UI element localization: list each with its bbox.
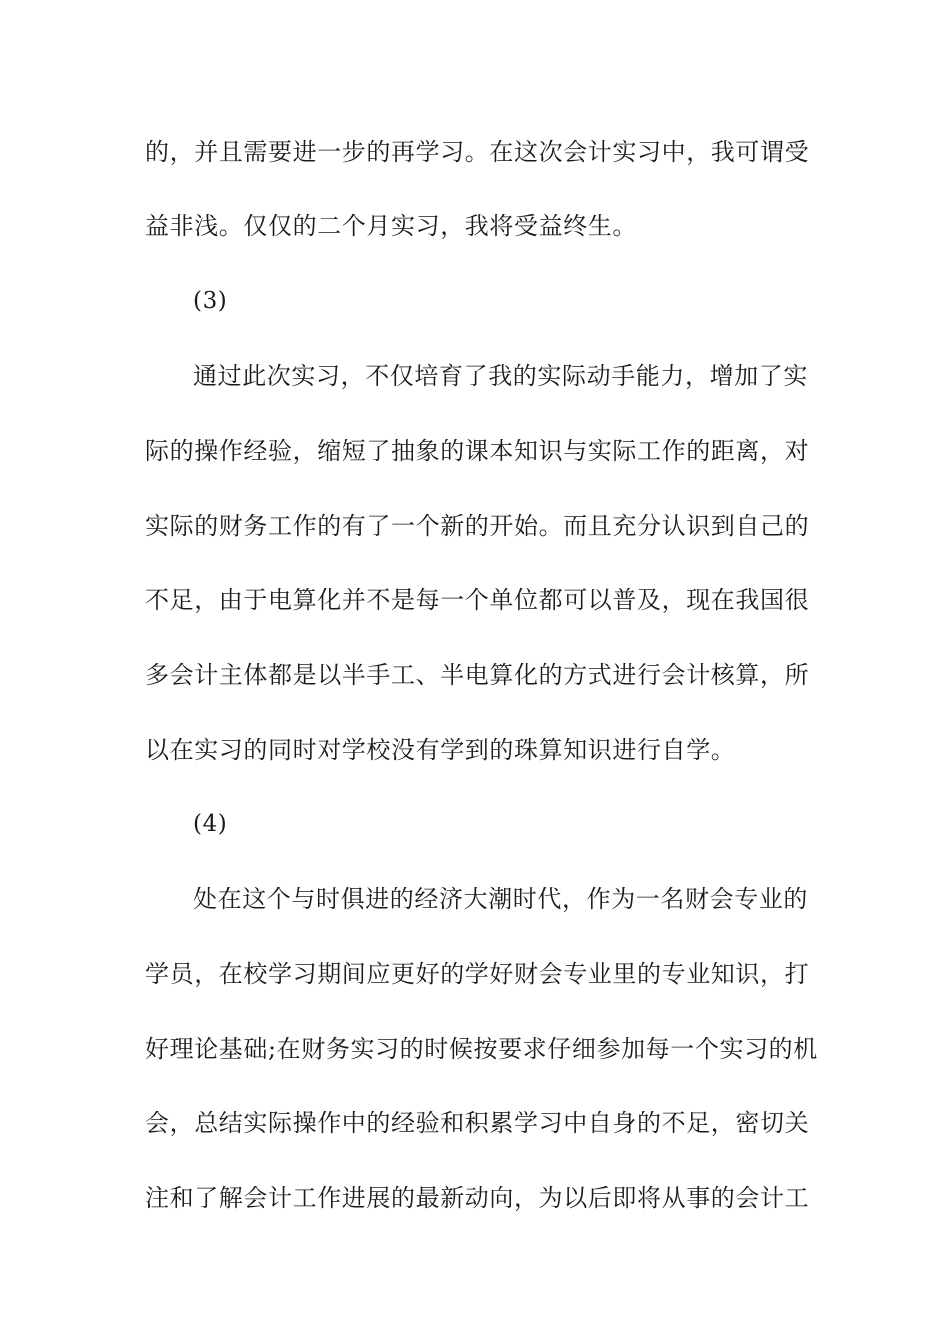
paragraph-line: 处在这个与时俱进的经济大潮时代，作为一名财会专业的 [193,885,808,913]
paragraph-line: 注和了解会计工作进展的最新动向，为以后即将从事的会计工 [145,1184,810,1212]
paragraph-line: 学员，在校学习期间应更好的学好财会专业里的专业知识，打 [145,960,810,988]
paragraph-line: 以在实习的同时对学校没有学到的珠算知识进行自学。 [145,736,736,764]
paragraph-line: 不足，由于电算化并不是每一个单位都可以普及，现在我国很 [145,586,810,614]
paragraph-line: 的，并且需要进一步的再学习。在这次会计实习中，我可谓受 [145,138,810,166]
paragraph-line: 际的操作经验，缩短了抽象的课本知识与实际工作的距离，对 [145,437,810,465]
paragraph-line: 会，总结实际操作中的经验和积累学习中自身的不足，密切关 [145,1109,810,1137]
section-marker: (3) [193,288,228,314]
paragraph-line: 多会计主体都是以半手工、半电算化的方式进行会计核算，所 [145,661,810,689]
section-marker: (4) [193,811,228,837]
paragraph-line: 好理论基础;在财务实习的时候按要求仔细参加每一个实习的机 [145,1035,818,1063]
paragraph-line: 实际的财务工作的有了一个新的开始。而且充分认识到自己的 [145,512,810,540]
paragraph-line: 益非浅。仅仅的二个月实习，我将受益终生。 [145,212,637,240]
paragraph-line: 通过此次实习，不仅培育了我的实际动手能力，增加了实 [193,362,808,390]
